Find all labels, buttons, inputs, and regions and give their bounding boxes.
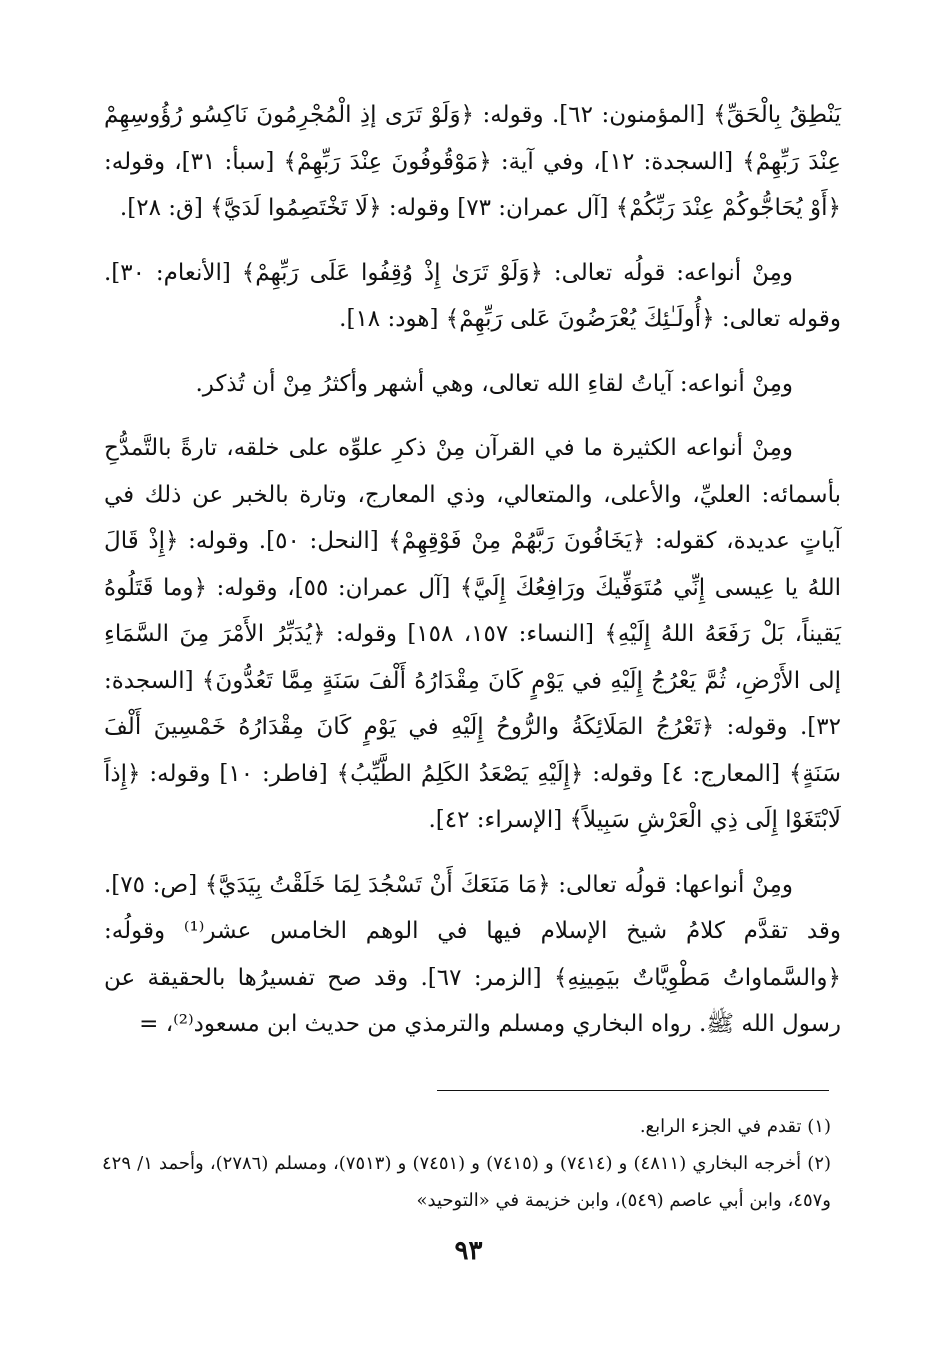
footnote-1: (١) تقدم في الجزء الرابع.	[639, 1116, 831, 1137]
footnote-2: (٢) أخرجه البخاري (٤٨١١) و (٧٤١٤) و (٧٤١٥) و (٧٤٥١) و (٧٥١٣)، ومسلم (٢٧٨٦)، وأحمد ١/ ٤٢٩ و٤٥٧، وابن أبي عاصم (٥٤٩)، وابن خزيمة في «التوحيد»	[102, 1153, 832, 1211]
paragraph-continuation: يَنْطِقُ بِالْحَقِّ﴾ [المؤمنون: ٦٢]. وقوله: ﴿وَلَوْ تَرَى إذِ الْمُجْرِمُونَ نَاكِسُو رُؤُوسِهِمْ عِنْدَ رَبِّهِمْ﴾ [السجدة: ١٢]، وفي آية: ﴿مَوْقُوفُونَ عِنْدَ رَبِّهِمْ﴾ [سبأ: ٣١]، وقوله: ﴿أَوْ يُحَاجُّوكُمْ عِنْدَ رَبِّكُمْ﴾ [آل عمران: ٧٣] وقوله: ﴿لَا تَخْتَصِمُوا لَدَيَّ﴾ [ق: ٢٨].	[104, 102, 842, 221]
footnotes	[102, 1108, 831, 1219]
paragraph-uluw: ومِنْ أنواعه الكثيرة ما في القرآن مِنْ ذكرِ علوِّه على خلقه، تارةً بالتَّمدُّحِ بأسمائه: العليِّ، والأعلى، والمتعالي، وذي المعارج، وتارة بالخبر عن ذلك في آياتٍ عديدة، كقوله: ﴿يَخَافُونَ رَبَّهُمْ مِنْ فَوْقِهِمْ﴾ [النحل: ٥٠]. وقوله: ﴿إِذْ قَالَ اللهُ يا عِيسى إِنِّي مُتَوَفِّيكَ ورَافِعُكَ إِلَيَّ﴾ [آل عمران: ٥٥]، وقوله: ﴿وما قَتَلُوهُ يَقيناً، بَلْ رَفَعَهُ اللهُ إِلَيْهِ﴾ [النساء: ١٥٧، ١٥٨] وقوله: ﴿يُدَبِّرُ الأَمْرَ مِنَ السَّمَاءِ إلى الأَرْضِ، ثُمَّ يَعْرُجُ إِلَيْهِ في يَوْمٍ كَانَ مِقْدَارُهُ أَلْفَ سَنَةٍ مِمَّا تَعُدُّونَ﴾ [السجدة: ٣٢]. وقوله: ﴿تَعْرُجُ المَلَائِكَةُ والرُّوحُ إِلَيْهِ في يَوْمٍ كَانَ مِقْدَارُهُ خَمْسِينَ أَلْفَ سَنَةٍ﴾ [المعارج: ٤] وقوله: ﴿إِلَيْهِ يَصْعَدُ الكَلِمُ الطَّيِّبُ﴾ [فاطر: ١٠] وقوله: ﴿إِذاً لَابْتَغَوْا إِلَى ذِي الْعَرْشِ سَبِيلاً﴾ [الإسراء: ٤٢].	[104, 435, 842, 833]
main-text	[104, 92, 841, 1066]
page-number: ٩٣	[454, 1236, 483, 1266]
paragraph-yadayn: ومِنْ أنواعها: قولُه تعالى: ﴿مَا مَنَعَكَ أَنْ تَسْجُدَ لِمَا خَلَقْتُ بِيَدَيَّ﴾ [ص: ٧٥]. وقد تقدَّم كلامُ شيخ الإسلام فيها في الوهم الخامس عشر⁽¹⁾ وقولُه: ﴿والسَّماواتُ مَطْوِيَّاتٌ بيَمِينِهِ﴾ [الزمر: ٦٧]. وقد صح تفسيرُها بالحقيقة عن رسول الله ﷺ. رواه البخاري ومسلم والترمذي من حديث ابن مسعود⁽²⁾، =	[104, 871, 841, 1037]
footnote-divider	[437, 1090, 829, 1091]
paragraph-wuquf: ومِنْ أنواعه: قولُه تعالى: ﴿وَلَوْ تَرَىٰ إِذْ وُقِفُوا عَلَى رَبِّهِمْ﴾ [الأنعام: ٣٠]. وقوله تعالى: ﴿أُولَـٰئِكَ يُعْرَضُونَ عَلى رَبِّهِمْ﴾ [هود: ١٨].	[104, 259, 841, 332]
paragraph-liqa: ومِنْ أنواعه: آياتُ لقاءِ الله تعالى، وهي أشهر وأكثرُ مِنْ أن تُذكر.	[195, 370, 793, 397]
